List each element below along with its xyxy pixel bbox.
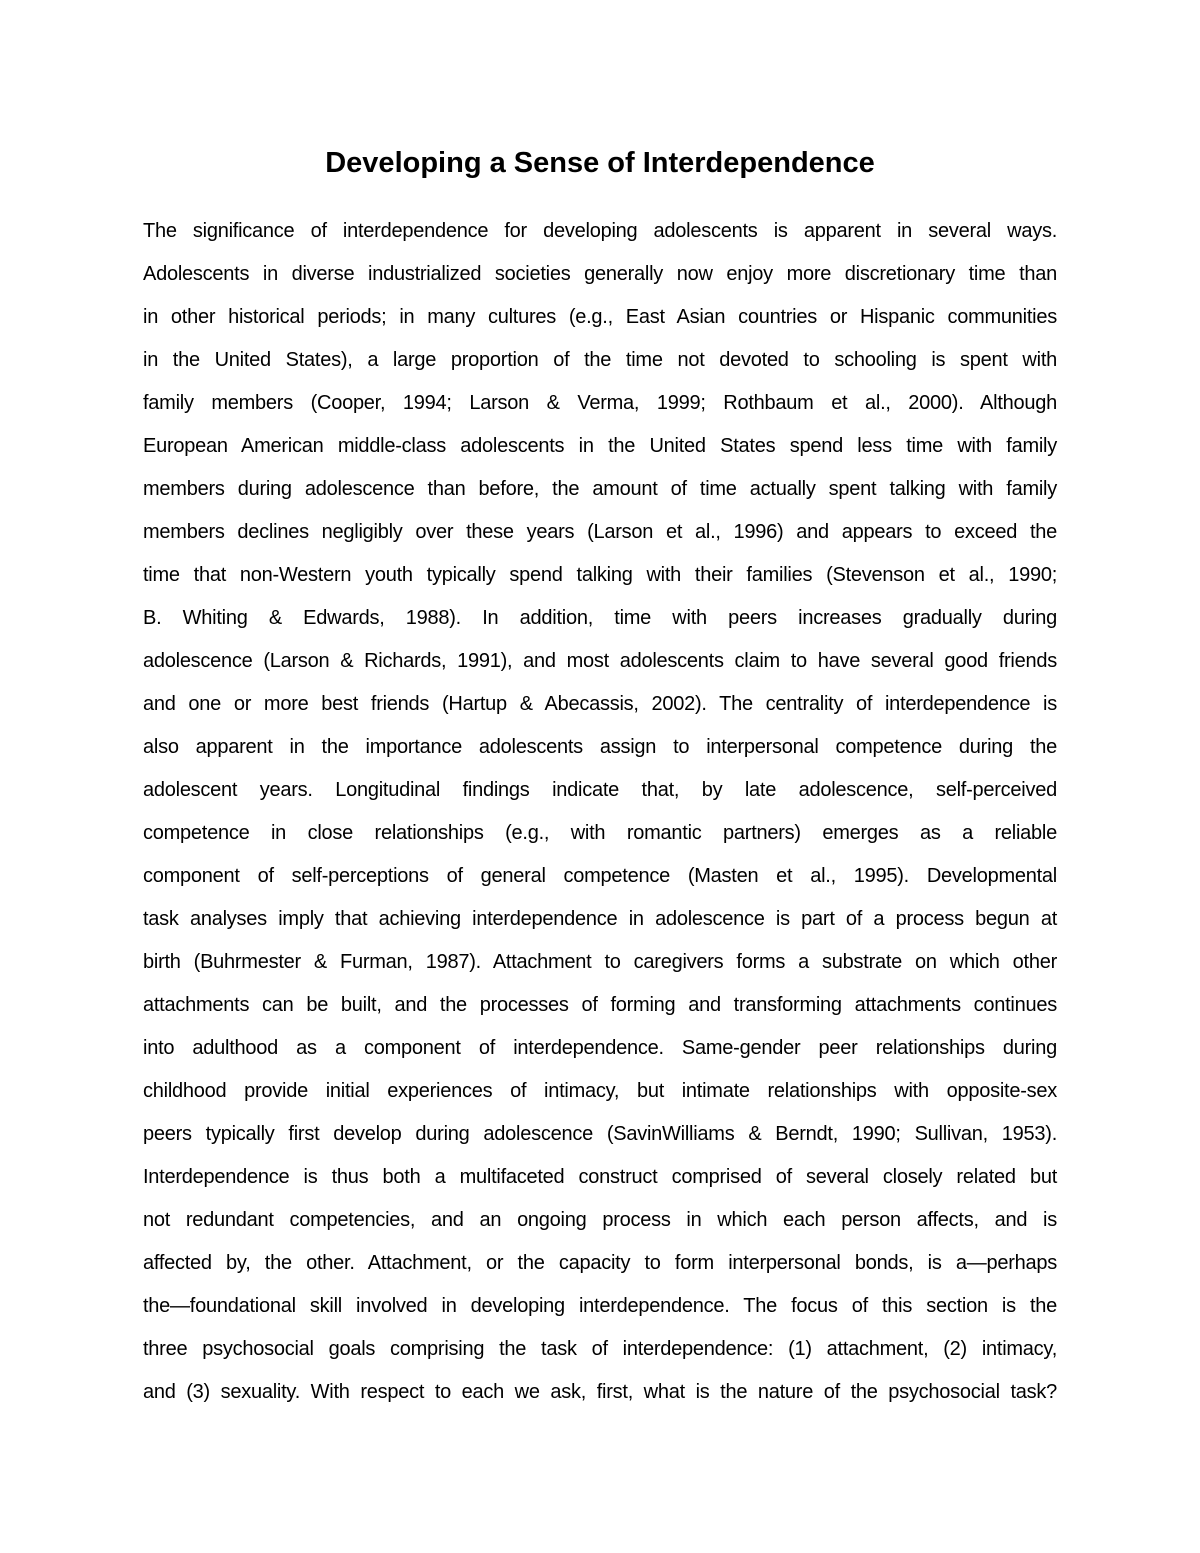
text-line: family members (Cooper, 1994; Larson & Verma, 1999; Rothbaum et al., 2000). Although: [143, 392, 1057, 414]
text-line: The significance of interdependence for developing adolescents is apparent in several ways.: [143, 220, 1057, 242]
text-line: members declines negligibly over these years (Larson et al., 1996) and appears to exceed the: [143, 521, 1057, 543]
text-line: adolescence (Larson & Richards, 1991), and most adolescents claim to have several good friends: [143, 650, 1057, 672]
text-line: also apparent in the importance adolescents assign to interpersonal competence during the: [143, 736, 1057, 758]
text-line: birth (Buhrmester & Furman, 1987). Attachment to caregivers forms a substrate on which other: [143, 951, 1057, 973]
text-line: three psychosocial goals comprising the task of interdependence: (1) attachment, (2) intimacy,: [143, 1338, 1057, 1360]
text-line: affected by, the other. Attachment, or the capacity to form interpersonal bonds, is a—perhaps: [143, 1252, 1057, 1274]
text-line: the—foundational skill involved in developing interdependence. The focus of this section is the: [143, 1295, 1057, 1317]
text-line: European American middle-class adolescents in the United States spend less time with family: [143, 435, 1057, 457]
text-line: and (3) sexuality. With respect to each we ask, first, what is the nature of the psychosocial task?: [143, 1381, 1057, 1403]
text-line: and one or more best friends (Hartup & Abecassis, 2002). The centrality of interdependence is: [143, 693, 1057, 715]
text-line: task analyses imply that achieving interdependence in adolescence is part of a process begun at: [143, 908, 1057, 930]
body-paragraph: [143, 210, 1057, 1414]
text-line: B. Whiting & Edwards, 1988). In addition, time with peers increases gradually during: [143, 607, 1057, 629]
text-line: peers typically first develop during adolescence (SavinWilliams & Berndt, 1990; Sullivan, 1953).: [143, 1123, 1057, 1145]
page-title: Developing a Sense of Interdependence: [325, 147, 875, 179]
text-line: Adolescents in diverse industrialized societies generally now enjoy more discretionary time than: [143, 263, 1057, 285]
text-line: not redundant competencies, and an ongoing process in which each person affects, and is: [143, 1209, 1057, 1231]
text-line: into adulthood as a component of interdependence. Same-gender peer relationships during: [143, 1037, 1057, 1059]
text-line: component of self-perceptions of general competence (Masten et al., 1995). Developmental: [143, 865, 1057, 887]
text-line: members during adolescence than before, the amount of time actually spent talking with family: [143, 478, 1057, 500]
text-line: in the United States), a large proportion of the time not devoted to schooling is spent with: [143, 349, 1057, 371]
text-line: competence in close relationships (e.g., with romantic partners) emerges as a reliable: [143, 822, 1057, 844]
text-line: childhood provide initial experiences of intimacy, but intimate relationships with opposite-sex: [143, 1080, 1057, 1102]
text-line: Interdependence is thus both a multifaceted construct comprised of several closely related but: [143, 1166, 1057, 1188]
text-line: time that non-Western youth typically spend talking with their families (Stevenson et al., 1990;: [143, 564, 1057, 586]
text-line: adolescent years. Longitudinal findings indicate that, by late adolescence, self-perceived: [143, 779, 1057, 801]
text-line: in other historical periods; in many cultures (e.g., East Asian countries or Hispanic communities: [143, 306, 1057, 328]
text-line: attachments can be built, and the processes of forming and transforming attachments continues: [143, 994, 1057, 1016]
